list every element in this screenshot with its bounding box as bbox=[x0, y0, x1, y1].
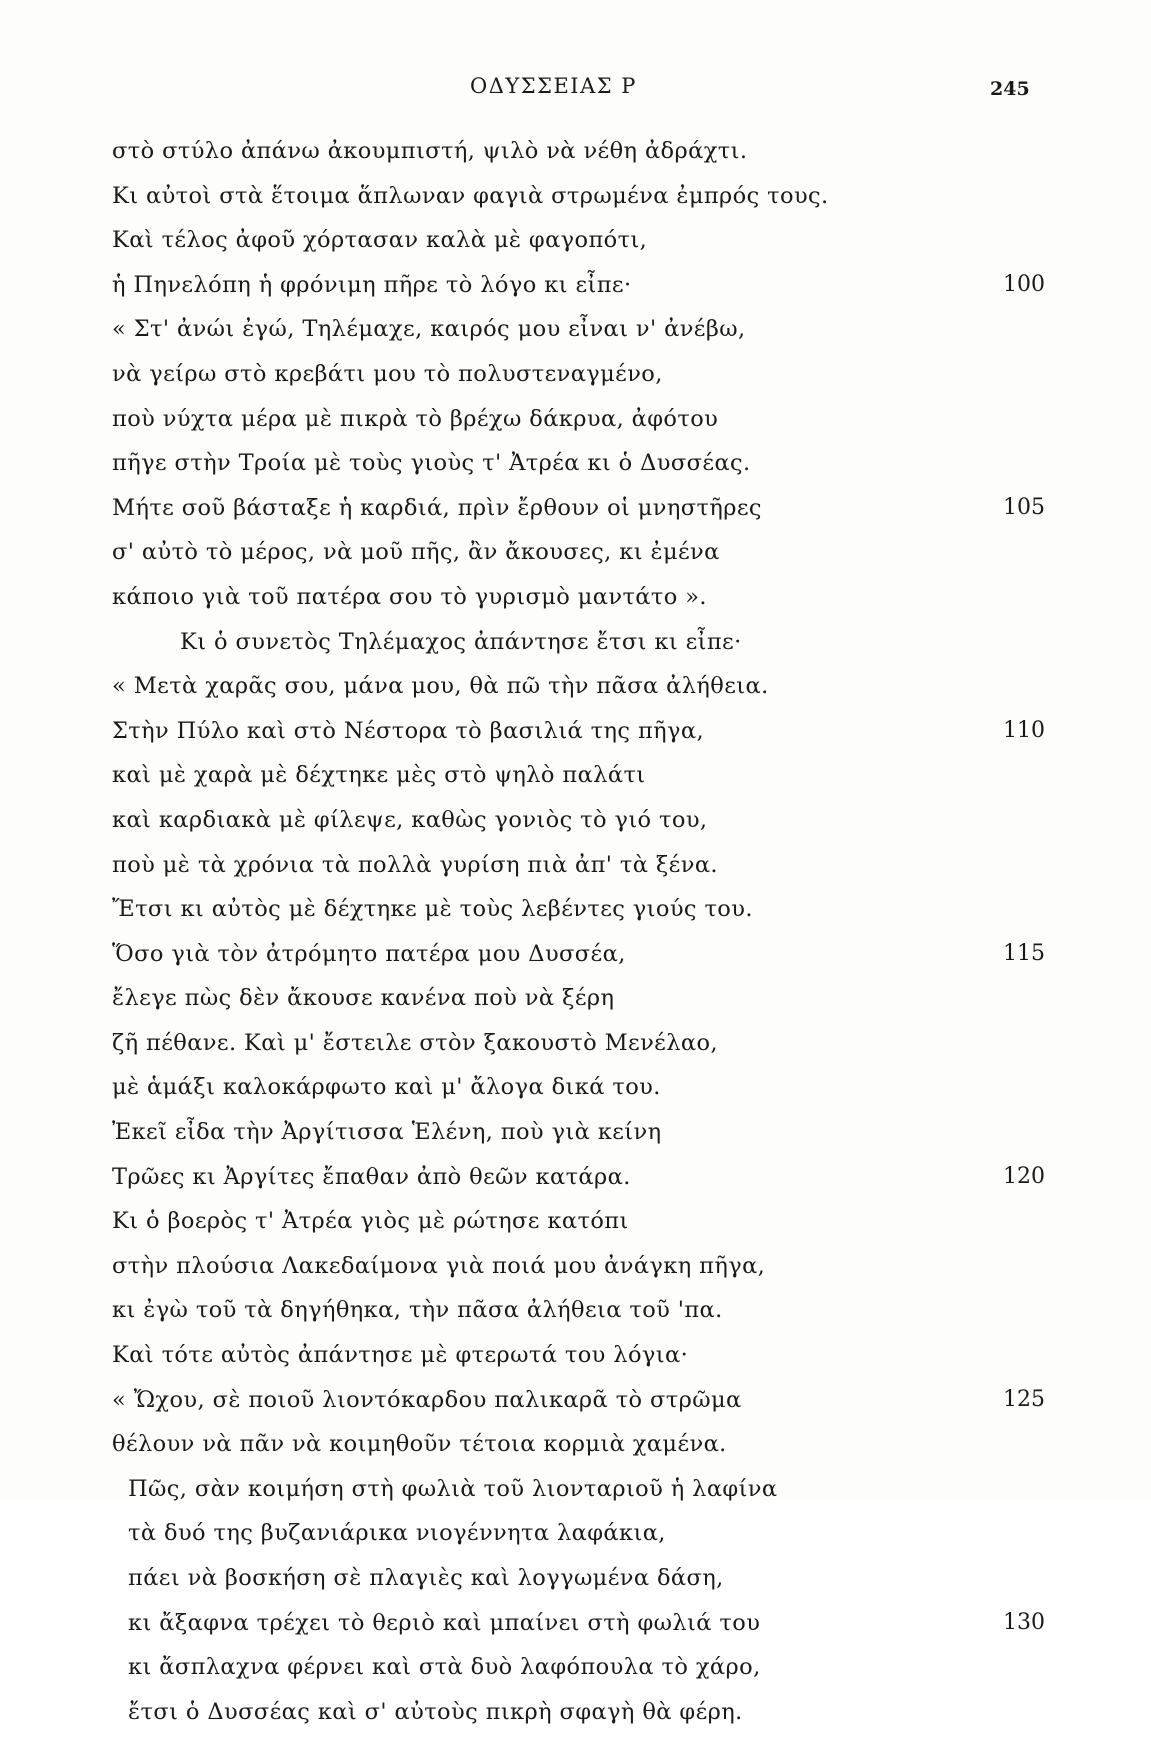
verse-text: καὶ καρδιακὰ μὲ φίλεψε, καθὼς γονιὸς τὸ γιό του, bbox=[112, 806, 708, 833]
verse-line bbox=[0, 847, 1151, 892]
verse-line bbox=[0, 1248, 1151, 1293]
verse-line bbox=[0, 668, 1151, 713]
verse-line bbox=[0, 757, 1151, 802]
verse-line bbox=[0, 1203, 1151, 1248]
verse-line bbox=[0, 1069, 1151, 1114]
verse-line bbox=[0, 1471, 1151, 1516]
verse-line bbox=[0, 445, 1151, 490]
verse-line bbox=[0, 1515, 1151, 1560]
verse-text: Καὶ τέλος ἀφοῦ χόρτασαν καλὰ μὲ φαγοπότι, bbox=[112, 227, 648, 254]
verse-text: ἔλεγε πὼς δὲν ἄκουσε κανένα ποὺ νὰ ξέρη bbox=[112, 985, 615, 1012]
verse-line bbox=[0, 1159, 1151, 1204]
verse-text: Στὴν Πύλο καὶ στὸ Νέστορα τὸ βασιλιά της πῆγα, bbox=[112, 717, 705, 744]
verse-text: ζῆ πέθανε. Καὶ μ' ἔστειλε στὸν ξακουστὸ Μενέλαο, bbox=[112, 1029, 718, 1056]
verse-text: κι ἐγὼ τοῦ τὰ δηγήθηκα, τὴν πᾶσα ἀλήθεια τοῦ 'πα. bbox=[112, 1297, 723, 1324]
verse-line bbox=[0, 936, 1151, 981]
verse-text: Πῶς, σὰν κοιμήση στὴ φωλιὰ τοῦ λιονταριοῦ ἡ λαφίνα bbox=[128, 1475, 778, 1502]
verse-line bbox=[0, 1694, 1151, 1738]
verse-text: ἡ Πηνελόπη ἡ φρόνιμη πῆρε τὸ λόγο κι εἶπε· bbox=[112, 271, 632, 298]
verse-text: Κι ὁ βοερὸς τ' Ἀτρέα γιὸς μὲ ρώτησε κατόπι bbox=[112, 1208, 629, 1235]
verse-number: 125 bbox=[1003, 1386, 1045, 1412]
verse-text: θέλουν νὰ πᾶν νὰ κοιμηθοῦν τέτοια κορμιὰ χαμένα. bbox=[112, 1431, 727, 1458]
verse-text: « Ὤχου, σὲ ποιοῦ λιοντόκαρδου παλικαρᾶ τὸ στρῶμα bbox=[112, 1386, 742, 1413]
verse-line bbox=[0, 1649, 1151, 1694]
verse-line bbox=[0, 490, 1151, 535]
verse-line bbox=[0, 356, 1151, 401]
verse-line bbox=[0, 1025, 1151, 1070]
verse-text: Κι ὁ συνετὸς Τηλέμαχος ἀπάντησε ἔτσι κι εἶπε· bbox=[180, 628, 742, 655]
verse-line bbox=[0, 1560, 1151, 1605]
verse-number: 110 bbox=[1003, 717, 1045, 743]
verse-text: καὶ μὲ χαρὰ μὲ δέχτηκε μὲς στὸ ψηλὸ παλάτι bbox=[112, 762, 646, 789]
verse-text: ποὺ μὲ τὰ χρόνια τὰ πολλὰ γυρίση πιὰ ἀπ' τὰ ξένα. bbox=[112, 851, 718, 878]
verse-text: στὸ στύλο ἀπάνω ἀκουμπιστή, ψιλὸ νὰ νέθη ἀδράχτι. bbox=[112, 138, 748, 164]
verse-text: στὴν πλούσια Λακεδαίμονα γιὰ ποιά μου ἀνάγκη πῆγα, bbox=[112, 1252, 766, 1279]
verse-block bbox=[0, 133, 1151, 1738]
verse-line bbox=[0, 1292, 1151, 1337]
verse-text: Μήτε σοῦ βάσταξε ἡ καρδιά, πρὶν ἔρθουν οἱ μνηστῆρες bbox=[112, 494, 762, 521]
verse-text: νὰ γείρω στὸ κρεβάτι μου τὸ πολυστεναγμένο, bbox=[112, 360, 663, 387]
verse-text: « Μετὰ χαρᾶς σου, μάνα μου, θὰ πῶ τὴν πᾶσα ἀλήθεια. bbox=[112, 673, 769, 700]
verse-text: πῆγε στὴν Τροία μὲ τοὺς γιοὺς τ' Ἀτρέα κι ὁ Δυσσέας. bbox=[112, 450, 751, 477]
verse-line bbox=[0, 534, 1151, 579]
verse-line bbox=[0, 1426, 1151, 1471]
verse-line bbox=[0, 802, 1151, 847]
verse-text: Ἐκεῖ εἶδα τὴν Ἀργίτισσα Ἑλένη, ποὺ γιὰ κείνη bbox=[112, 1119, 662, 1146]
verse-line bbox=[0, 713, 1151, 758]
verse-line bbox=[0, 133, 1151, 178]
verse-text: Ὅσο γιὰ τὸν ἀτρόμητο πατέρα μου Δυσσέα, bbox=[112, 940, 626, 967]
verse-number: 115 bbox=[1003, 940, 1045, 966]
verse-number: 130 bbox=[1003, 1609, 1045, 1635]
verse-text: τὰ δυό της βυζανιάρικα νιογέννητα λαφάκια, bbox=[128, 1520, 666, 1547]
verse-line bbox=[0, 267, 1151, 312]
verse-text: μὲ ἁμάξι καλοκάρφωτο καὶ μ' ἄλογα δικά του. bbox=[112, 1074, 661, 1101]
verse-line bbox=[0, 579, 1151, 624]
verse-number: 120 bbox=[1003, 1163, 1045, 1189]
verse-line bbox=[0, 891, 1151, 936]
verse-text: « Στ' ἀνώι ἐγώ, Τηλέμαχε, καιρός μου εἶναι ν' ἀνέβω, bbox=[112, 316, 746, 343]
verse-line bbox=[0, 1337, 1151, 1382]
verse-line bbox=[0, 401, 1151, 446]
verse-text: Τρῶες κι Ἀργίτες ἔπαθαν ἀπὸ θεῶν κατάρα. bbox=[112, 1163, 631, 1190]
verse-line bbox=[0, 311, 1151, 356]
verse-line bbox=[0, 222, 1151, 267]
verse-text: κάποιο γιὰ τοῦ πατέρα σου τὸ γυρισμὸ μαντάτο ». bbox=[112, 583, 707, 610]
verse-line bbox=[0, 1605, 1151, 1650]
verse-text: πάει νὰ βοσκήση σὲ πλαγιὲς καὶ λογγωμένα δάση, bbox=[128, 1565, 724, 1591]
verse-text: Καὶ τότε αὐτὸς ἀπάντησε μὲ φτερωτά του λόγια· bbox=[112, 1342, 689, 1369]
verse-text: ποὺ νύχτα μέρα μὲ πικρὰ τὸ βρέχω δάκρυα, ἀφότου bbox=[112, 405, 719, 432]
verse-text: Κι αὐτοὶ στὰ ἕτοιμα ἅπλωναν φαγιὰ στρωμένα ἐμπρός τους. bbox=[112, 182, 829, 209]
verse-text: Ἔτσι κι αὐτὸς μὲ δέχτηκε μὲ τοὺς λεβέντες γιούς του. bbox=[112, 896, 753, 923]
verse-text: σ' αὐτὸ τὸ μέρος, νὰ μοῦ πῆς, ἂν ἄκουσες, κι ἐμένα bbox=[112, 539, 720, 566]
verse-number: 100 bbox=[1003, 271, 1045, 297]
page-number: 245 bbox=[990, 78, 1030, 100]
verse-line bbox=[0, 980, 1151, 1025]
verse-text: κι ἄξαφνα τρέχει τὸ θεριὸ καὶ μπαίνει στὴ φωλιά του bbox=[128, 1609, 761, 1636]
verse-line bbox=[0, 1382, 1151, 1427]
verse-line bbox=[0, 624, 1151, 669]
verse-number: 105 bbox=[1003, 494, 1045, 520]
verse-line bbox=[0, 1114, 1151, 1159]
verse-text: κι ἄσπλαχνα φέρνει καὶ στὰ δυὸ λαφόπουλα τὸ χάρο, bbox=[128, 1654, 761, 1681]
running-head bbox=[0, 74, 1151, 104]
running-title: ΟΔΥΣΣΕΙΑΣ Ρ bbox=[470, 74, 637, 98]
verse-line bbox=[0, 178, 1151, 223]
verse-text: ἔτσι ὁ Δυσσέας καὶ σ' αὐτοὺς πικρὴ σφαγὴ θὰ φέρη. bbox=[128, 1698, 743, 1725]
